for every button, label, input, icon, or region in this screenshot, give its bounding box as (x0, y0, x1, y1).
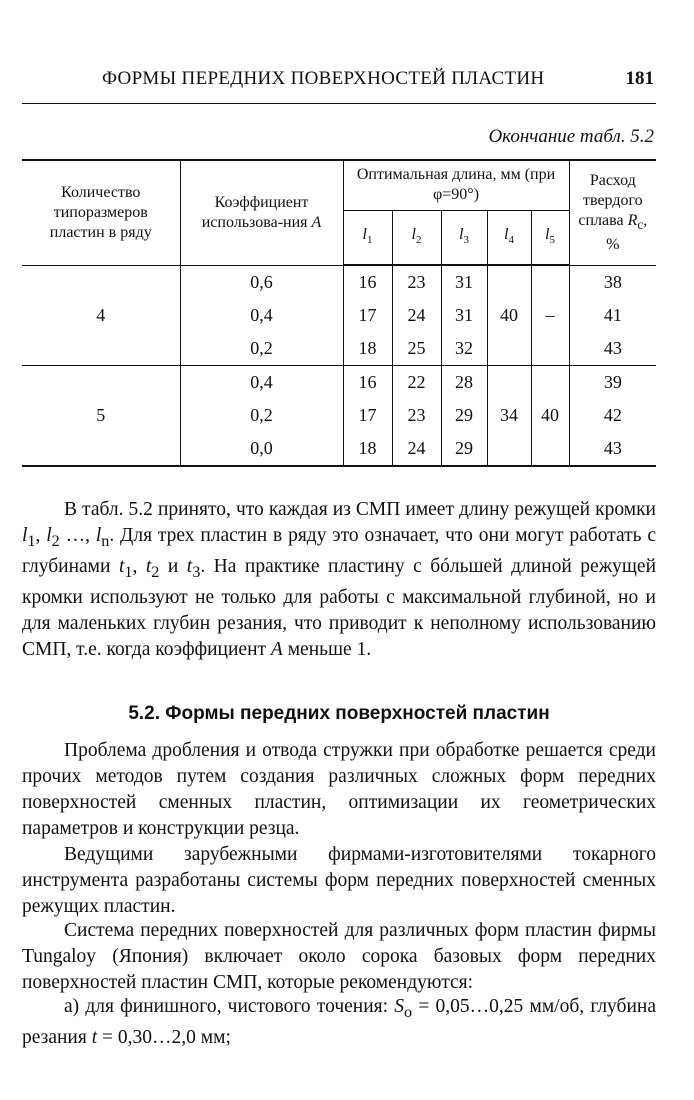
cell-l1: 17 (343, 299, 392, 332)
table-row (22, 366, 656, 400)
header-rc: Расход твердого сплава $R_c$, % (569, 160, 656, 265)
cell-rc: 38 (569, 265, 656, 299)
cell-l2: 23 (392, 265, 441, 299)
cell-l4: 34 (487, 366, 531, 467)
cell-rc: 43 (569, 332, 656, 366)
cell-l3: 29 (441, 399, 487, 432)
cell-l2: 24 (392, 299, 441, 332)
header-l2: $l_2$ (392, 210, 441, 265)
cell-coefficient: 0,6 (180, 265, 343, 299)
header-l3: $l_3$ (441, 210, 487, 265)
header-l5: $l_5$ (531, 210, 569, 265)
cell-qty: 4 (22, 265, 180, 366)
header-l4: $l_4$ (487, 210, 531, 265)
cell-qty: 5 (22, 366, 180, 467)
cell-l3: 31 (441, 299, 487, 332)
cell-rc: 41 (569, 299, 656, 332)
cell-l1: 16 (343, 366, 392, 400)
running-head (22, 66, 656, 96)
cell-coefficient: 0,0 (180, 432, 343, 466)
header-coefficient: Коэффициент использова-ния A (180, 160, 343, 265)
cell-coefficient: 0,4 (180, 299, 343, 332)
paragraph-1: В табл. 5.2 принято, что каждая из СМП имеет длину режущей кромки $l_1$, $l_2$ …, $l_n$. Для трех пластин в ряду это означает, что они могут работать с глубинами $t_1$, $t_2$ и $t_3$. На практике пластину с бóльшей длиной режущей кромки используют не только для работы с максимальной глубиной, но и для маленьких глубин резания, что приводит к неполному использованию СМП, т.е. когда коэффициент A меньше 1. (22, 499, 657, 660)
cell-l1: 18 (343, 432, 392, 466)
cell-l1: 16 (343, 265, 392, 299)
section-title: 5.2. Формы передних поверхностей пластин (128, 703, 550, 724)
cell-l2: 23 (392, 399, 441, 432)
cell-coefficient: 0,4 (180, 366, 343, 400)
cell-coefficient: 0,2 (180, 399, 343, 432)
cell-l2: 24 (392, 432, 441, 466)
cell-l2: 22 (392, 366, 441, 400)
paragraph-4: Система передних поверхностей для различных форм пластин фирмы Tungaloy (Япония) включает около сорока базовых форм передних поверхностей пластин СМП, которые рекомендуются: (22, 920, 656, 993)
paragraph-2: Проблема дробления и отвода стружки при обработке решается среди прочих методов путем создания различных сложных форм передних поверхностей сменных пластин, оптимизации их геометрических параметров и конструкции резца. (22, 740, 656, 839)
cell-coefficient: 0,2 (180, 332, 343, 366)
cell-l4: 40 (487, 265, 531, 366)
header-qty: Количество типоразмеров пластин в ряду (22, 160, 180, 265)
cell-l1: 17 (343, 399, 392, 432)
cell-l3: 28 (441, 366, 487, 400)
header-rule (22, 103, 656, 104)
cell-l1: 18 (343, 332, 392, 366)
cell-rc: 39 (569, 366, 656, 400)
header-length: Оптимальная длина, мм (при φ=90°) (343, 160, 569, 210)
table-caption: Окончание табл. 5.2 (488, 126, 654, 147)
cell-rc: 43 (569, 432, 656, 466)
running-title: ФОРМЫ ПЕРЕДНИХ ПОВЕРХНОСТЕЙ ПЛАСТИН (102, 68, 545, 89)
cell-l3: 32 (441, 332, 487, 366)
cell-l5: – (531, 265, 569, 366)
cell-l2: 25 (392, 332, 441, 366)
cell-l3: 31 (441, 265, 487, 299)
table-row (22, 265, 656, 299)
cell-rc: 42 (569, 399, 656, 432)
header-l1: $l_1$ (343, 210, 392, 265)
table-5-2 (22, 159, 656, 467)
cell-l3: 29 (441, 432, 487, 466)
page-number: 181 (625, 68, 654, 89)
cell-l5: 40 (531, 366, 569, 467)
paragraph-5: а) для финишного, чистового точения: $S_о$ = 0,05…0,25 мм/об, глубина резания t = 0,30…2,0 мм; (22, 996, 656, 1048)
paragraph-3: Ведущими зарубежными фирмами-изготовителями токарного инструмента разработаны системы форм передних поверхностей сменных режущих пластин. (22, 844, 656, 917)
